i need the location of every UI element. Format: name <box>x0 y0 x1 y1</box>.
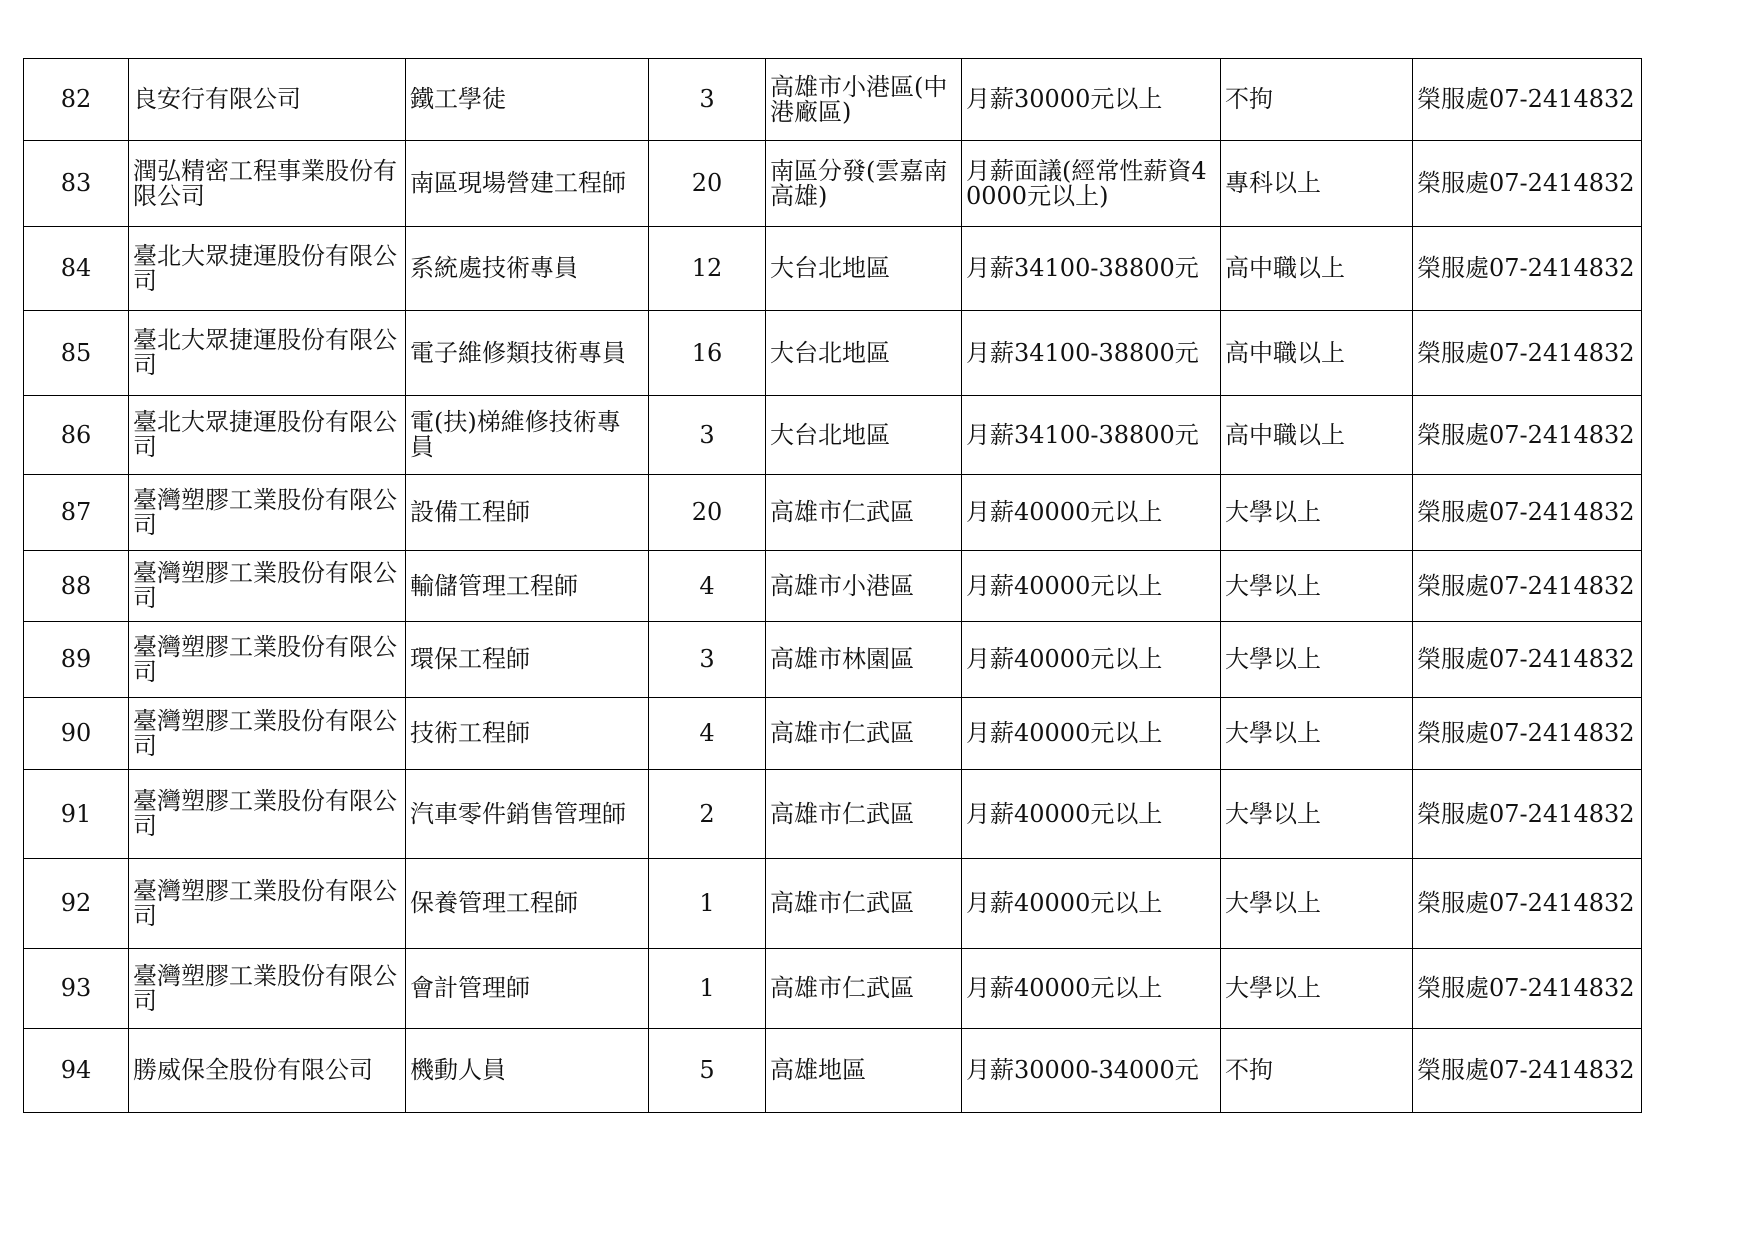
opening-count-cell <box>649 396 766 475</box>
job-title-cell <box>406 1029 649 1113</box>
work-location: 高雄市小港區(中港廠區) <box>770 72 948 126</box>
job-title: 電子維修類技術專員 <box>410 338 626 367</box>
job-title: 會計管理師 <box>410 974 530 1002</box>
company-name: 臺灣塑膠工業股份有限公司 <box>133 787 397 840</box>
contact-info-cell <box>1413 59 1642 141</box>
education-requirement-cell <box>1221 551 1413 622</box>
work-location: 高雄市仁武區 <box>770 799 914 828</box>
salary-cell <box>962 770 1221 859</box>
opening-count: 4 <box>699 719 715 747</box>
row-number-cell <box>24 141 129 227</box>
education-requirement-cell <box>1221 396 1413 475</box>
work-location-cell <box>766 698 962 770</box>
salary-cell <box>962 227 1221 311</box>
company-name: 臺灣塑膠工業股份有限公司 <box>133 632 397 686</box>
opening-count: 5 <box>699 1056 715 1084</box>
job-title: 設備工程師 <box>410 498 530 526</box>
row-number-cell <box>24 698 129 770</box>
job-title: 系統處技術專員 <box>410 254 578 282</box>
table-row <box>24 141 1642 227</box>
job-title-cell <box>406 622 649 698</box>
table-row <box>24 698 1642 770</box>
company-name: 潤弘精密工程事業股份有限公司 <box>133 156 397 210</box>
row-number-cell <box>24 551 129 622</box>
salary-cell <box>962 1029 1221 1113</box>
row-number-cell <box>24 59 129 141</box>
contact-info: 榮服處07-2414832 <box>1417 799 1635 828</box>
education-requirement-cell <box>1221 859 1413 949</box>
salary: 月薪30000元以上 <box>966 85 1163 113</box>
job-title-cell <box>406 141 649 227</box>
work-location: 高雄市仁武區 <box>770 498 914 526</box>
row-number: 88 <box>60 571 92 600</box>
opening-count: 2 <box>699 799 715 828</box>
education-requirement-cell <box>1221 475 1413 551</box>
opening-count-cell <box>649 859 766 949</box>
salary: 月薪面議(經常性薪資40000元以上) <box>966 156 1207 210</box>
salary-cell <box>962 859 1221 949</box>
job-title: 機動人員 <box>410 1056 506 1084</box>
company-name-cell <box>129 311 406 396</box>
work-location-cell <box>766 396 962 475</box>
salary: 月薪40000元以上 <box>966 799 1163 828</box>
company-name-cell <box>129 1029 406 1113</box>
row-number-cell <box>24 227 129 311</box>
education-requirement-cell <box>1221 622 1413 698</box>
company-name: 良安行有限公司 <box>133 85 301 113</box>
education-requirement-cell <box>1221 141 1413 227</box>
row-number: 93 <box>60 974 92 1002</box>
opening-count: 20 <box>691 498 723 526</box>
contact-info-cell <box>1413 698 1642 770</box>
contact-info-cell <box>1413 770 1642 859</box>
salary: 月薪34100-38800元 <box>966 338 1199 367</box>
contact-info: 榮服處07-2414832 <box>1417 719 1635 747</box>
education-requirement: 大學以上 <box>1225 719 1321 747</box>
work-location-cell <box>766 949 962 1029</box>
contact-info: 榮服處07-2414832 <box>1417 169 1635 197</box>
row-number-cell <box>24 396 129 475</box>
contact-info-cell <box>1413 622 1642 698</box>
education-requirement-cell <box>1221 770 1413 859</box>
opening-count: 3 <box>699 645 715 673</box>
opening-count: 3 <box>699 85 715 113</box>
row-number: 82 <box>60 85 92 113</box>
work-location: 大台北地區 <box>770 338 890 367</box>
row-number-cell <box>24 949 129 1029</box>
company-name-cell <box>129 770 406 859</box>
education-requirement-cell <box>1221 59 1413 141</box>
work-location-cell <box>766 622 962 698</box>
salary: 月薪40000元以上 <box>966 498 1163 526</box>
row-number: 84 <box>60 254 92 282</box>
salary-cell <box>962 141 1221 227</box>
company-name: 勝威保全股份有限公司 <box>133 1056 373 1084</box>
opening-count: 12 <box>691 254 723 282</box>
opening-count-cell <box>649 141 766 227</box>
work-location-cell <box>766 859 962 949</box>
job-title: 技術工程師 <box>410 719 530 747</box>
opening-count-cell <box>649 622 766 698</box>
salary-cell <box>962 949 1221 1029</box>
job-title-cell <box>406 475 649 551</box>
contact-info: 榮服處07-2414832 <box>1417 254 1635 282</box>
salary: 月薪40000元以上 <box>966 974 1163 1002</box>
contact-info: 榮服處07-2414832 <box>1417 498 1635 526</box>
company-name-cell <box>129 859 406 949</box>
company-name-cell <box>129 396 406 475</box>
salary: 月薪40000元以上 <box>966 645 1163 673</box>
contact-info: 榮服處07-2414832 <box>1417 571 1635 600</box>
contact-info-cell <box>1413 949 1642 1029</box>
education-requirement: 大學以上 <box>1225 498 1321 526</box>
contact-info-cell <box>1413 311 1642 396</box>
salary: 月薪30000-34000元 <box>966 1056 1199 1084</box>
work-location-cell <box>766 475 962 551</box>
opening-count-cell <box>649 227 766 311</box>
contact-info: 榮服處07-2414832 <box>1417 420 1635 449</box>
opening-count: 3 <box>699 420 715 449</box>
work-location: 高雄市小港區 <box>770 571 914 600</box>
education-requirement-cell <box>1221 227 1413 311</box>
job-title: 環保工程師 <box>410 645 530 673</box>
education-requirement: 大學以上 <box>1225 571 1321 600</box>
education-requirement: 高中職以上 <box>1225 420 1345 449</box>
opening-count-cell <box>649 475 766 551</box>
table-row <box>24 622 1642 698</box>
work-location-cell <box>766 227 962 311</box>
education-requirement: 高中職以上 <box>1225 338 1345 367</box>
job-title: 保養管理工程師 <box>410 889 578 917</box>
company-name: 臺灣塑膠工業股份有限公司 <box>133 961 397 1015</box>
table-row <box>24 1029 1642 1113</box>
job-title: 輸儲管理工程師 <box>410 571 578 600</box>
company-name-cell <box>129 475 406 551</box>
work-location-cell <box>766 311 962 396</box>
salary-cell <box>962 698 1221 770</box>
table-row <box>24 770 1642 859</box>
contact-info-cell <box>1413 859 1642 949</box>
row-number: 87 <box>60 498 92 526</box>
company-name-cell <box>129 227 406 311</box>
job-listing-table <box>23 58 1642 1113</box>
salary-cell <box>962 59 1221 141</box>
job-rows <box>24 59 1642 1113</box>
job-title-cell <box>406 698 649 770</box>
work-location-cell <box>766 141 962 227</box>
education-requirement-cell <box>1221 698 1413 770</box>
job-title-cell <box>406 227 649 311</box>
job-title-cell <box>406 311 649 396</box>
job-title-cell <box>406 770 649 859</box>
education-requirement: 不拘 <box>1225 1056 1273 1084</box>
row-number-cell <box>24 1029 129 1113</box>
work-location: 南區分發(雲嘉南高雄) <box>770 156 948 210</box>
education-requirement: 專科以上 <box>1225 169 1321 197</box>
job-title-cell <box>406 551 649 622</box>
contact-info: 榮服處07-2414832 <box>1417 85 1635 113</box>
row-number: 83 <box>60 169 92 197</box>
contact-info: 榮服處07-2414832 <box>1417 889 1635 917</box>
contact-info: 榮服處07-2414832 <box>1417 645 1635 673</box>
table-row <box>24 475 1642 551</box>
work-location: 高雄地區 <box>770 1056 866 1084</box>
company-name-cell <box>129 551 406 622</box>
company-name: 臺灣塑膠工業股份有限公司 <box>133 559 397 612</box>
opening-count: 4 <box>699 571 715 600</box>
row-number: 86 <box>60 420 92 449</box>
job-title: 南區現場營建工程師 <box>410 169 626 197</box>
education-requirement-cell <box>1221 1029 1413 1113</box>
job-title-cell <box>406 59 649 141</box>
education-requirement-cell <box>1221 949 1413 1029</box>
salary: 月薪34100-38800元 <box>966 420 1199 449</box>
work-location: 高雄市仁武區 <box>770 974 914 1002</box>
contact-info: 榮服處07-2414832 <box>1417 338 1635 367</box>
contact-info-cell <box>1413 227 1642 311</box>
company-name: 臺北大眾捷運股份有限公司 <box>133 408 397 461</box>
salary: 月薪34100-38800元 <box>966 254 1199 282</box>
opening-count-cell <box>649 551 766 622</box>
salary-cell <box>962 551 1221 622</box>
education-requirement: 大學以上 <box>1225 645 1321 673</box>
salary-cell <box>962 475 1221 551</box>
row-number: 90 <box>60 719 92 747</box>
contact-info-cell <box>1413 396 1642 475</box>
education-requirement: 大學以上 <box>1225 889 1321 917</box>
education-requirement: 不拘 <box>1225 85 1273 113</box>
job-title: 電(扶)梯維修技術專員 <box>410 408 621 461</box>
row-number-cell <box>24 859 129 949</box>
table-row <box>24 227 1642 311</box>
contact-info-cell <box>1413 551 1642 622</box>
salary-cell <box>962 311 1221 396</box>
salary: 月薪40000元以上 <box>966 889 1163 917</box>
row-number-cell <box>24 622 129 698</box>
education-requirement-cell <box>1221 311 1413 396</box>
company-name-cell <box>129 622 406 698</box>
work-location: 大台北地區 <box>770 254 890 282</box>
work-location-cell <box>766 551 962 622</box>
company-name-cell <box>129 949 406 1029</box>
row-number: 91 <box>60 799 92 828</box>
opening-count-cell <box>649 59 766 141</box>
work-location-cell <box>766 59 962 141</box>
row-number: 94 <box>60 1056 92 1084</box>
salary-cell <box>962 396 1221 475</box>
job-title-cell <box>406 949 649 1029</box>
opening-count: 1 <box>699 974 715 1002</box>
education-requirement: 大學以上 <box>1225 799 1321 828</box>
row-number-cell <box>24 475 129 551</box>
education-requirement: 大學以上 <box>1225 974 1321 1002</box>
contact-info-cell <box>1413 1029 1642 1113</box>
company-name: 臺灣塑膠工業股份有限公司 <box>133 485 397 539</box>
table-row <box>24 949 1642 1029</box>
company-name: 臺北大眾捷運股份有限公司 <box>133 326 397 379</box>
salary: 月薪40000元以上 <box>966 719 1163 747</box>
table-row <box>24 551 1642 622</box>
education-requirement: 高中職以上 <box>1225 254 1345 282</box>
opening-count-cell <box>649 698 766 770</box>
contact-info-cell <box>1413 141 1642 227</box>
company-name-cell <box>129 141 406 227</box>
opening-count: 20 <box>691 169 723 197</box>
job-title-cell <box>406 859 649 949</box>
row-number: 85 <box>60 338 92 367</box>
work-location: 高雄市仁武區 <box>770 719 914 747</box>
table-row <box>24 311 1642 396</box>
contact-info-cell <box>1413 475 1642 551</box>
opening-count-cell <box>649 1029 766 1113</box>
row-number: 89 <box>60 645 92 673</box>
table-row <box>24 59 1642 141</box>
row-number-cell <box>24 311 129 396</box>
work-location: 高雄市林園區 <box>770 645 914 673</box>
row-number: 92 <box>60 889 92 917</box>
salary-cell <box>962 622 1221 698</box>
job-title: 鐵工學徒 <box>410 85 506 113</box>
row-number-cell <box>24 770 129 859</box>
table-row <box>24 396 1642 475</box>
job-title: 汽車零件銷售管理師 <box>410 799 626 828</box>
work-location: 大台北地區 <box>770 420 890 449</box>
work-location-cell <box>766 1029 962 1113</box>
company-name: 臺北大眾捷運股份有限公司 <box>133 241 397 295</box>
table-row <box>24 859 1642 949</box>
salary: 月薪40000元以上 <box>966 571 1163 600</box>
company-name: 臺灣塑膠工業股份有限公司 <box>133 876 397 930</box>
opening-count-cell <box>649 770 766 859</box>
work-location-cell <box>766 770 962 859</box>
company-name-cell <box>129 698 406 770</box>
company-name: 臺灣塑膠工業股份有限公司 <box>133 706 397 760</box>
opening-count-cell <box>649 949 766 1029</box>
company-name-cell <box>129 59 406 141</box>
opening-count-cell <box>649 311 766 396</box>
contact-info: 榮服處07-2414832 <box>1417 974 1635 1002</box>
work-location: 高雄市仁武區 <box>770 889 914 917</box>
opening-count: 1 <box>699 889 715 917</box>
contact-info: 榮服處07-2414832 <box>1417 1056 1635 1084</box>
job-title-cell <box>406 396 649 475</box>
opening-count: 16 <box>691 338 723 367</box>
